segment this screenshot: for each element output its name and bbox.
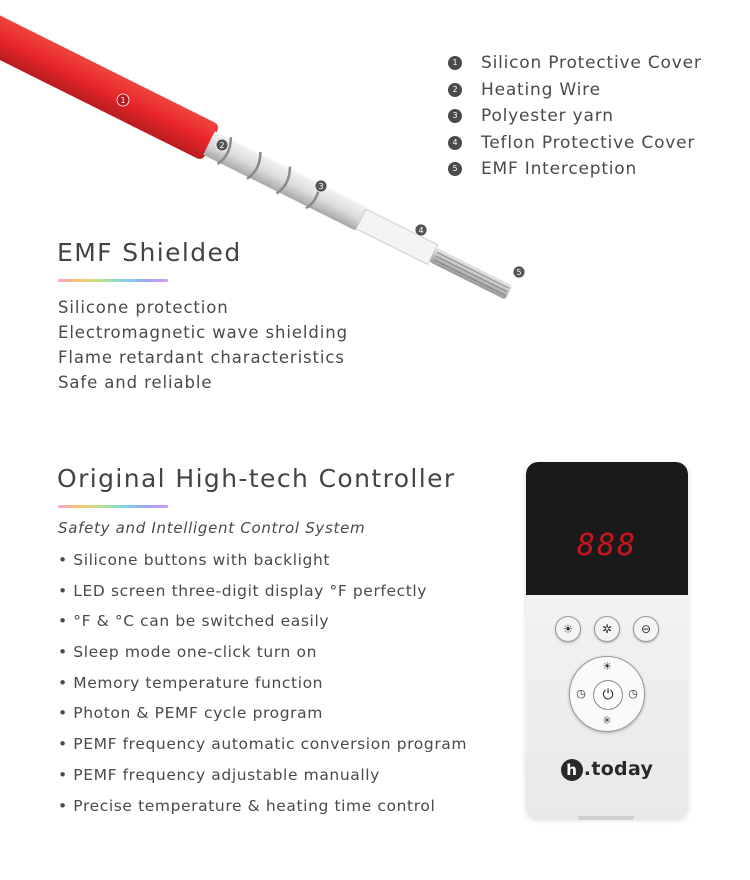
emf-heading: EMF Shielded [57, 238, 242, 267]
timer-right-icon: ◷ [628, 687, 638, 700]
legend-number-4: 4 [448, 136, 462, 150]
controller-rainbow-divider [58, 505, 168, 508]
legend-number-3: 3 [448, 109, 462, 123]
controller-bullet: • Sleep mode one-click turn on [58, 643, 317, 662]
emf-feature-list [58, 295, 348, 395]
controller-bullet: • Memory temperature function [58, 673, 324, 692]
led-display: 888 [576, 528, 638, 563]
legend-item [448, 50, 702, 77]
controller-bullet: • Photon & PEMF cycle program [58, 704, 323, 723]
silicone-cover [0, 11, 220, 161]
timer-left-icon: ◷ [576, 687, 586, 700]
controller-bullet-list [58, 545, 467, 821]
heat-up-icon: ☀ [602, 660, 612, 673]
remote-led-screen [526, 462, 688, 595]
legend-label: EMF Interception [481, 159, 638, 180]
controller-bullet: • LED screen three-digit display °F perfectly [58, 581, 428, 600]
teflon-cover [356, 209, 437, 264]
legend-item [448, 130, 702, 157]
controller-bullet: • Precise temperature & heating time control [58, 796, 436, 815]
legend-label: Polyester yarn [481, 106, 614, 127]
emf-feature: Electromagnetic wave shielding [58, 323, 348, 342]
cycle-button-icon: ⊖ [633, 616, 659, 642]
remote-brand-logo [526, 758, 688, 781]
legend-item [448, 156, 702, 183]
photon-button-icon: ✲ [594, 616, 620, 642]
cable-marker-3: 3 [318, 182, 324, 191]
cable-marker-4: 4 [418, 226, 424, 235]
legend-number-2: 2 [448, 83, 462, 97]
cable-marker-1: 1 [120, 96, 126, 105]
emf-rainbow-divider [58, 279, 168, 282]
legend-label: Silicon Protective Cover [481, 53, 702, 74]
legend-number-1: 1 [448, 56, 462, 70]
controller-heading: Original High-tech Controller [57, 464, 456, 493]
cable-legend [448, 50, 702, 183]
brand-h-mark: h [561, 759, 583, 781]
legend-item [448, 103, 702, 130]
emf-feature: Flame retardant characteristics [58, 348, 345, 367]
emf-feature: Silicone protection [58, 298, 229, 317]
cable-marker-2: 2 [219, 141, 225, 150]
cable-marker-5: 5 [516, 268, 522, 277]
legend-label: Heating Wire [481, 79, 601, 100]
power-icon: ⏻ [593, 680, 623, 710]
legend-label: Teflon Protective Cover [481, 132, 696, 153]
remote-controller [526, 462, 688, 818]
controller-bullet: • PEMF frequency automatic conversion program [58, 735, 468, 754]
heat-down-icon: ✳ [602, 714, 612, 727]
legend-item [448, 77, 702, 104]
controller-bullet: • °F & °C can be switched easily [58, 612, 330, 631]
legend-number-5: 5 [448, 162, 462, 176]
controller-bullet: • PEMF frequency adjustable manually [58, 765, 380, 784]
controller-subtitle: Safety and Intelligent Control System [58, 519, 366, 537]
emf-feature: Safe and reliable [58, 373, 213, 392]
remote-dpad [569, 656, 645, 732]
remote-foot [578, 816, 634, 820]
controller-bullet: • Silicone buttons with backlight [58, 551, 331, 569]
brand-text: .today [583, 758, 654, 780]
light-button-icon: ☀ [555, 616, 581, 642]
